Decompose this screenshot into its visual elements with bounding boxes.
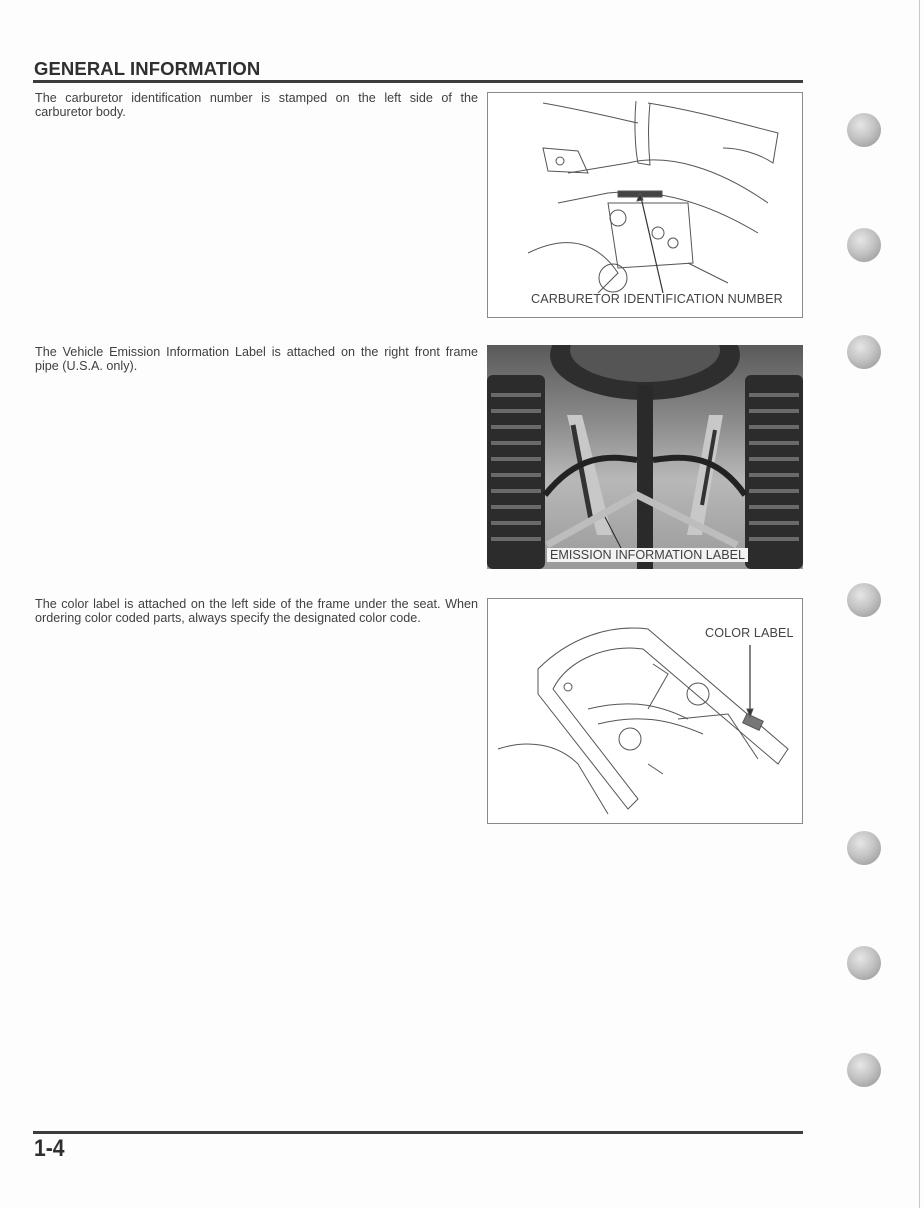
section-title: GENERAL INFORMATION — [34, 58, 261, 79]
carburetor-figure — [487, 92, 803, 318]
emission-label-paragraph: The Vehicle Emission Information Label is attached on the right front frame pipe (U.S.A. only). — [35, 345, 478, 373]
emission-photo — [487, 345, 803, 569]
color-label-caption: COLOR LABEL — [705, 626, 794, 640]
binder-hole-7 — [847, 1053, 881, 1087]
binder-hole-4 — [847, 583, 881, 617]
color-label-figure — [487, 598, 803, 824]
binder-hole-5 — [847, 831, 881, 865]
page-edge — [919, 0, 920, 1208]
page-number: 1-4 — [34, 1135, 65, 1162]
carburetor-drawing — [488, 93, 802, 317]
header-rule — [33, 80, 803, 83]
binder-hole-3 — [847, 335, 881, 369]
carburetor-caption: CARBURETOR IDENTIFICATION NUMBER — [531, 292, 783, 306]
binder-hole-1 — [847, 113, 881, 147]
footer-rule — [33, 1131, 803, 1134]
color-label-paragraph: The color label is attached on the left side of the frame under the seat. When ordering color coded parts, always specify the designated color code. — [35, 597, 478, 625]
emission-caption: EMISSION INFORMATION LABEL — [547, 548, 748, 562]
binder-hole-2 — [847, 228, 881, 262]
front-suspension-photo — [487, 345, 803, 569]
binder-hole-6 — [847, 946, 881, 980]
carburetor-id-paragraph: The carburetor identification number is stamped on the left side of the carburetor body. — [35, 91, 478, 119]
